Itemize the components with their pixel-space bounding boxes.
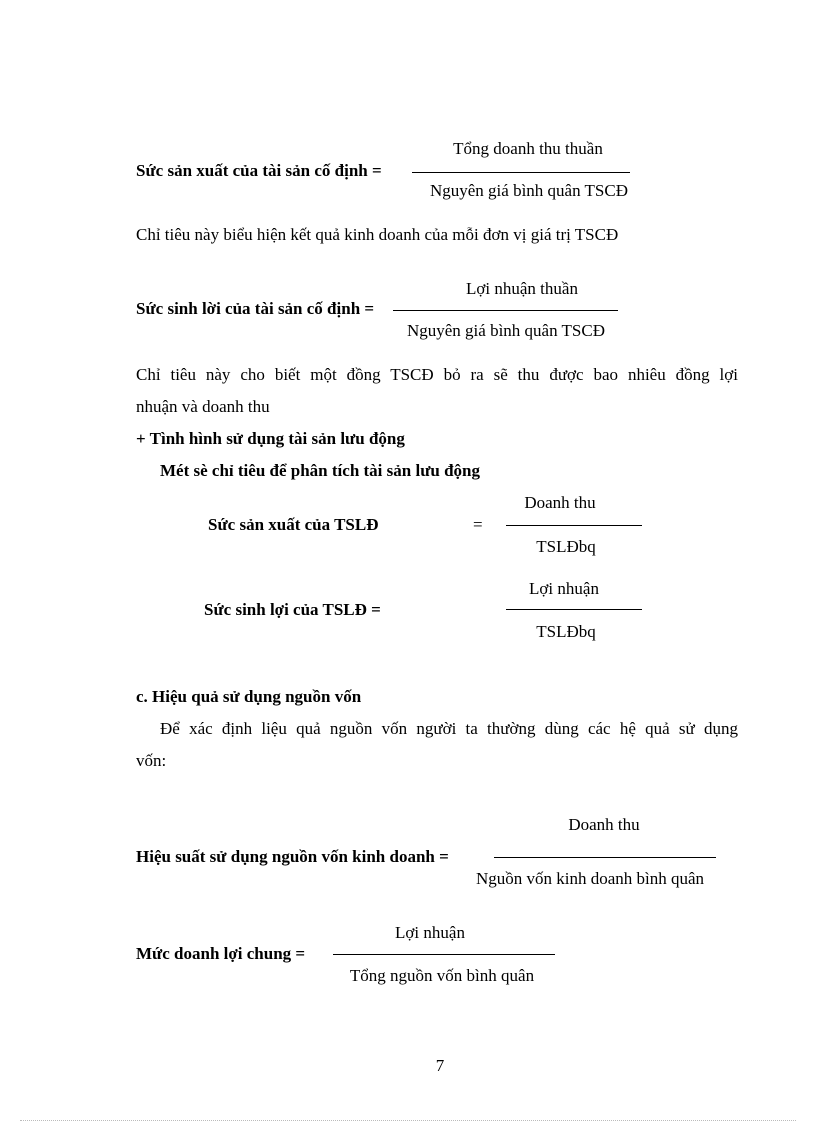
formula3-numerator: Doanh thu — [524, 493, 596, 512]
note1-text: Chỉ tiêu này biểu hiện kết quả kinh doanh của mỗi đơn vị giá trị TSCĐ — [136, 225, 619, 244]
formula6-fraction-bar — [333, 954, 555, 955]
formula5-denominator: Nguồn vốn kinh doanh bình quân — [475, 869, 705, 888]
formula4-fraction-bar — [506, 609, 642, 610]
formula2-label: Sức sinh lời của tài sản cố định = — [136, 299, 375, 318]
formula4-label: Sức sinh lợi của TSLĐ = — [204, 600, 381, 619]
formula1-denominator: Nguyên giá bình quân TSCĐ — [429, 181, 628, 200]
formula5-fraction-bar — [494, 857, 716, 858]
formula2-numerator: Lợi nhuận thuần — [466, 279, 578, 298]
page-bottom-border — [20, 1120, 796, 1121]
formula2-denominator: Nguyên giá bình quân TSCĐ — [406, 321, 605, 340]
formula6-numerator: Lợi nhuận — [395, 923, 465, 942]
formula3-label: Sức sản xuất của TSLĐ — [208, 515, 379, 534]
formula1-numerator: Tổng doanh thu thuần — [453, 139, 603, 158]
formula3-fraction-bar — [506, 525, 642, 526]
formula3-equals: = — [473, 515, 483, 534]
section-c-line2: vốn: — [136, 751, 167, 770]
formula4-numerator: Lợi nhuận — [529, 579, 599, 598]
section-c-line1: Để xác định liệu quả nguồn vốn người ta thường dùng các hệ quả sử dụng — [160, 719, 738, 738]
formula1-label: Sức sản xuất của tài sản cố định = — [136, 161, 382, 180]
formula5-numerator: Doanh thu — [568, 815, 640, 834]
formula6-denominator: Tổng nguồn vốn bình quân — [349, 966, 535, 985]
formula6-label: Mức doanh lợi chung = — [136, 944, 306, 963]
page-number: 7 — [435, 1056, 445, 1075]
note2-line2: nhuận và doanh thu — [136, 397, 270, 416]
section-c-heading: c. Hiệu quả sử dụng nguồn vốn — [136, 687, 362, 706]
formula3-denominator: TSLĐbq — [536, 537, 596, 556]
formula1-fraction-bar — [412, 172, 630, 173]
formula2-fraction-bar — [393, 310, 618, 311]
current-assets-subheading: Mét sè chỉ tiêu để phân tích tài sản lưu động — [160, 461, 481, 480]
formula4-denominator: TSLĐbq — [536, 622, 596, 641]
current-assets-heading: + Tình hình sử dụng tài sản lưu động — [136, 429, 405, 448]
formula5-label: Hiệu suất sử dụng nguồn vốn kinh doanh = — [136, 847, 449, 866]
note2-line1: Chỉ tiêu này cho biết một đồng TSCĐ bỏ ra sẽ thu được bao nhiêu đồng lợi — [136, 365, 738, 384]
